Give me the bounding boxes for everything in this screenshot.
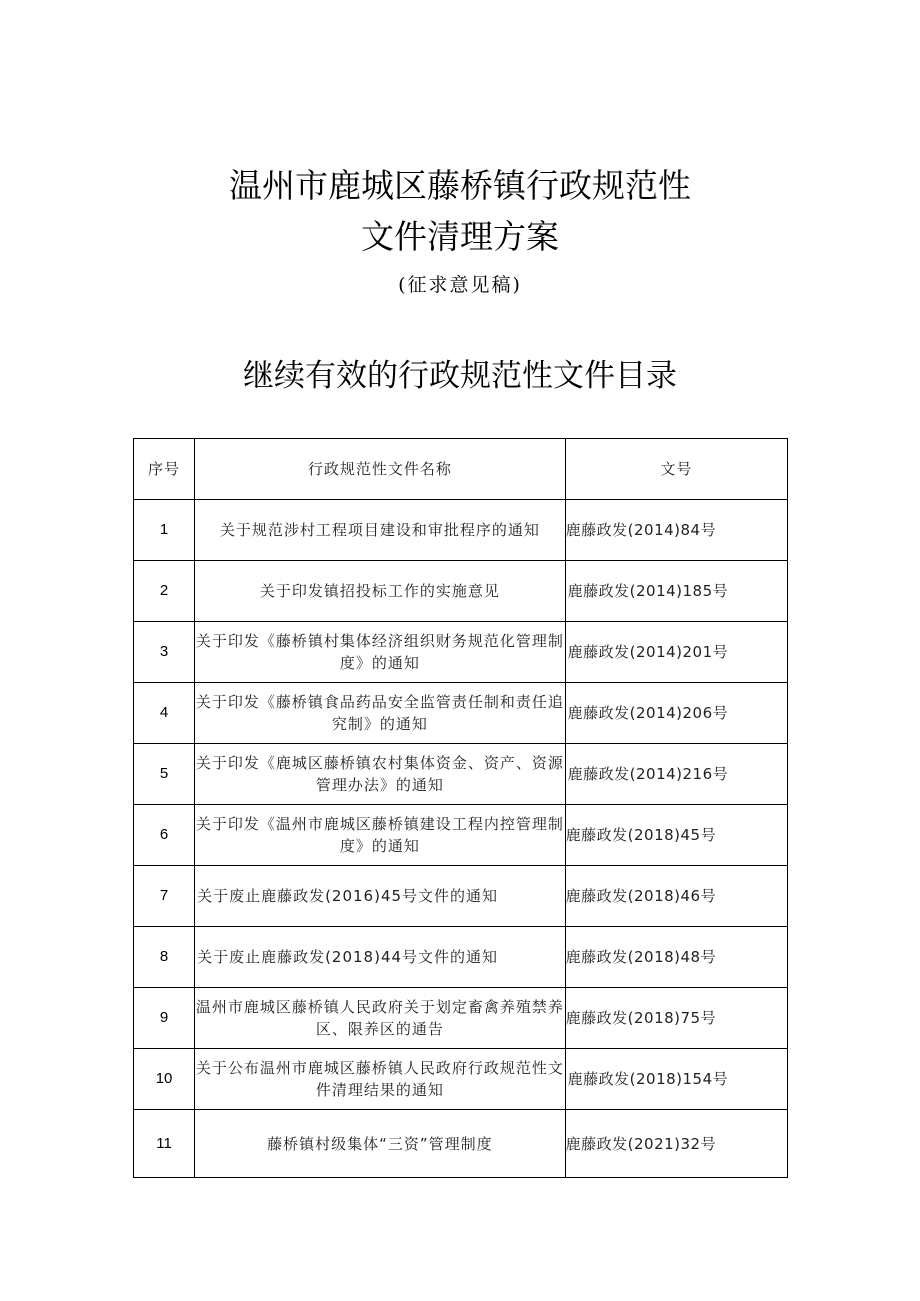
row-name: 关于废止鹿藤政发(2016)45号文件的通知 [195, 866, 566, 927]
table-header-row [134, 439, 788, 500]
row-seq: 1 [134, 500, 195, 561]
table-row [134, 1049, 788, 1110]
row-doc-no: 鹿藤政发(2014)201号 [565, 622, 787, 683]
row-seq: 9 [134, 988, 195, 1049]
row-seq: 3 [134, 622, 195, 683]
row-name: 温州市鹿城区藤桥镇人民政府关于划定畜禽养殖禁养区、限养区的通告 [195, 988, 566, 1049]
row-name: 关于公布温州市鹿城区藤桥镇人民政府行政规范性文件清理结果的通知 [195, 1049, 566, 1110]
row-doc-no: 鹿藤政发(2018)46号 [565, 866, 787, 927]
table-row [134, 866, 788, 927]
row-seq: 11 [134, 1110, 195, 1178]
row-doc-no: 鹿藤政发(2018)48号 [565, 927, 787, 988]
row-seq: 2 [134, 561, 195, 622]
document-subtitle: (征求意见稿) [398, 274, 522, 296]
row-seq: 6 [134, 805, 195, 866]
header-doc-no: 文号 [565, 439, 787, 500]
table-row [134, 744, 788, 805]
row-name: 藤桥镇村级集体“三资”管理制度 [195, 1110, 566, 1178]
row-doc-no: 鹿藤政发(2018)45号 [565, 805, 787, 866]
row-name: 关于印发《藤桥镇食品药品安全监管责任制和责任追究制》的通知 [195, 683, 566, 744]
row-name: 关于规范涉村工程项目建设和审批程序的通知 [195, 500, 566, 561]
row-name: 关于印发《温州市鹿城区藤桥镇建设工程内控管理制度》的通知 [195, 805, 566, 866]
document-title-line-1: 温州市鹿城区藤桥镇行政规范性 [229, 166, 691, 205]
document-title-line-2: 文件清理方案 [361, 217, 559, 256]
row-name: 关于印发镇招投标工作的实施意见 [195, 561, 566, 622]
header-name: 行政规范性文件名称 [195, 439, 566, 500]
row-doc-no: 鹿藤政发(2014)206号 [565, 683, 787, 744]
row-doc-no: 鹿藤政发(2018)154号 [565, 1049, 787, 1110]
row-seq: 5 [134, 744, 195, 805]
row-name: 关于印发《藤桥镇村集体经济组织财务规范化管理制度》的通知 [195, 622, 566, 683]
row-doc-no: 鹿藤政发(2018)75号 [565, 988, 787, 1049]
table-row [134, 561, 788, 622]
table-row [134, 683, 788, 744]
section-title: 继续有效的行政规范性文件目录 [243, 358, 677, 394]
row-doc-no: 鹿藤政发(2014)216号 [565, 744, 787, 805]
table-row [134, 805, 788, 866]
table-row [134, 500, 788, 561]
header-seq: 序号 [134, 439, 195, 500]
table-row [134, 988, 788, 1049]
row-seq: 4 [134, 683, 195, 744]
table-row [134, 927, 788, 988]
row-doc-no: 鹿藤政发(2014)185号 [565, 561, 787, 622]
row-seq: 10 [134, 1049, 195, 1110]
table-row [134, 622, 788, 683]
row-name: 关于废止鹿藤政发(2018)44号文件的通知 [195, 927, 566, 988]
row-seq: 7 [134, 866, 195, 927]
row-name: 关于印发《鹿城区藤桥镇农村集体资金、资产、资源管理办法》的通知 [195, 744, 566, 805]
document-list-table [133, 438, 788, 1178]
row-doc-no: 鹿藤政发(2021)32号 [565, 1110, 787, 1178]
table-row [134, 1110, 788, 1178]
row-doc-no: 鹿藤政发(2014)84号 [565, 500, 787, 561]
row-seq: 8 [134, 927, 195, 988]
